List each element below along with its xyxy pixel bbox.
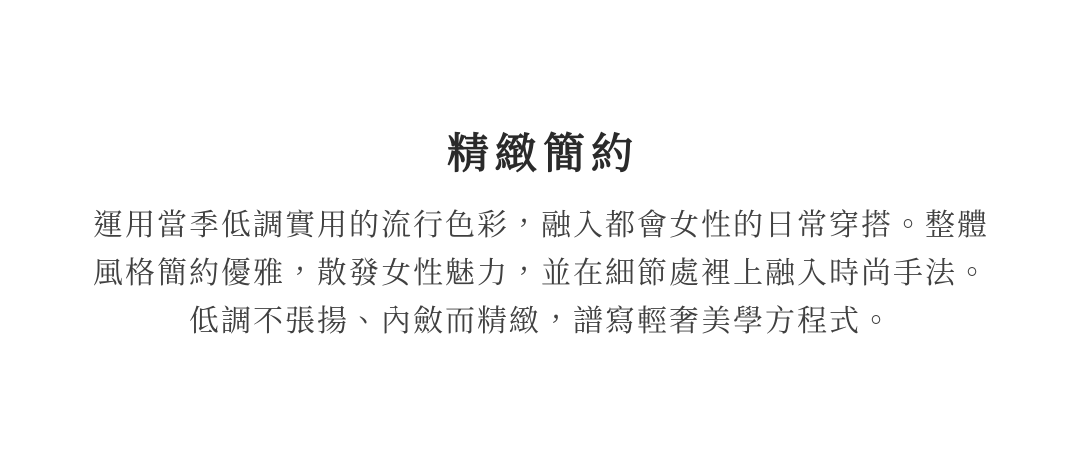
description-line-2: 風格簡約優雅，散發女性魅力，並在細節處裡上融入時尚手法。 — [93, 257, 989, 290]
section-title: 精緻簡約 — [446, 130, 639, 177]
description-paragraph — [0, 202, 1080, 346]
description-line-1: 運用當季低調實用的流行色彩，融入都會女性的日常穿搭。整體 — [93, 209, 989, 242]
description-line-3: 低調不張揚、內斂而精緻，譜寫輕奢美學方程式。 — [189, 305, 893, 338]
